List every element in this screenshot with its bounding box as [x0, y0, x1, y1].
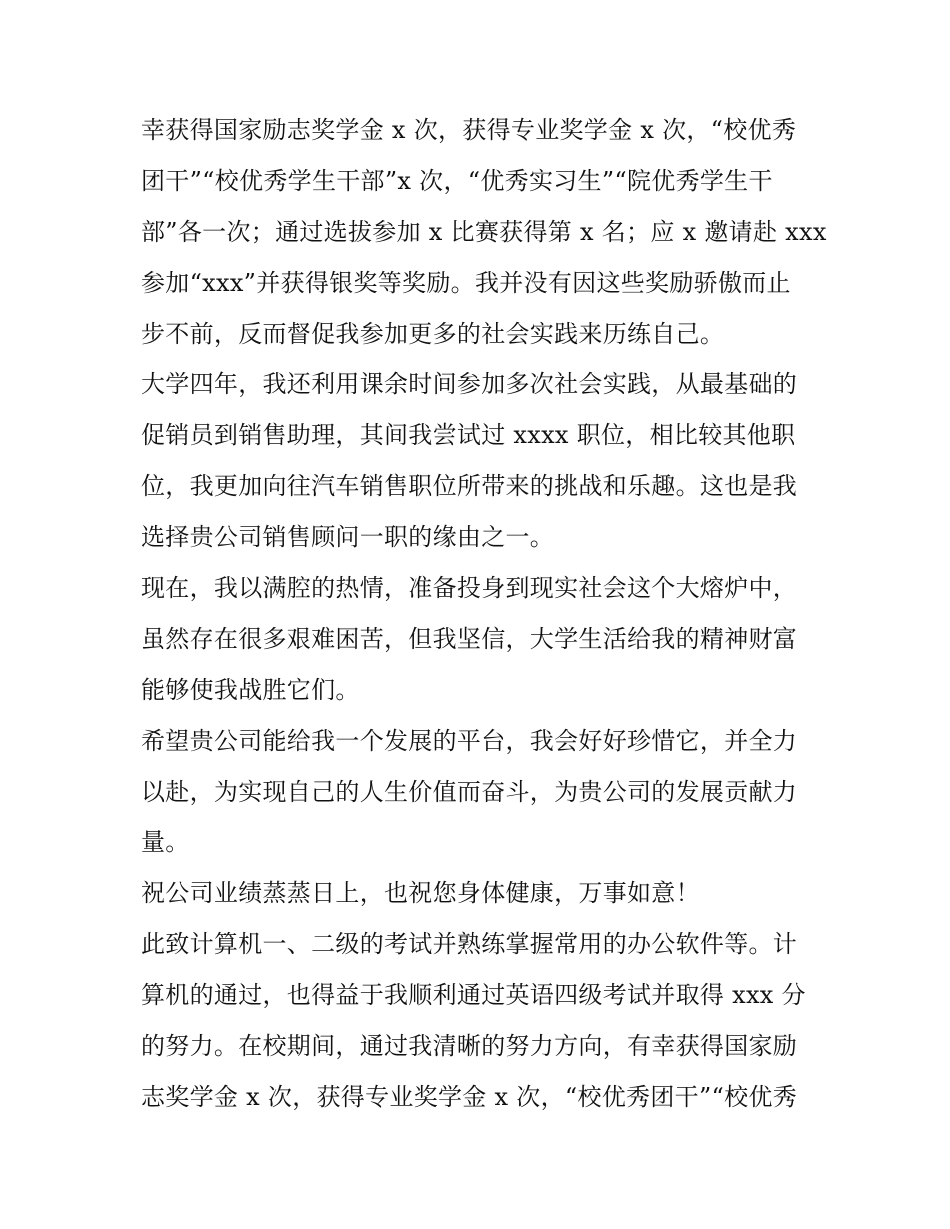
text-line: 现在，我以满腔的热情，准备投身到现实社会这个大熔炉中， — [141, 574, 798, 603]
text-line: 选择贵公司销售顾问一职的缘由之一。 — [141, 523, 555, 552]
text-line: 大学四年，我还利用课余时间参加多次社会实践，从最基础的 — [141, 370, 798, 399]
text-line: 算机的通过，也得益于我顺利通过英语四级考试并取得 xxx 分 — [141, 981, 806, 1010]
text-line: 位，我更加向往汽车销售职位所带来的挑战和乐趣。这也是我 — [141, 472, 798, 501]
text-line: 促销员到销售助理，其间我尝试过 xxxx 职位，相比较其他职 — [141, 421, 796, 450]
text-line: 以赴，为实现自己的人生价值而奋斗，为贵公司的发展贡献力 — [141, 777, 798, 806]
text-line: 团干”“校优秀学生干部”x 次，“优秀实习生”“院优秀学生干 — [141, 166, 773, 195]
text-line: 虽然存在很多艰难困苦，但我坚信，大学生活给我的精神财富 — [141, 624, 798, 653]
body-text — [141, 105, 827, 1123]
text-line: 的努力。在校期间，通过我清晰的努力方向，有幸获得国家励 — [141, 1032, 798, 1061]
text-line: 步不前，反而督促我参加更多的社会实践来历练自己。 — [141, 319, 725, 348]
text-line: 希望贵公司能给我一个发展的平台，我会好好珍惜它，并全力 — [141, 726, 798, 755]
text-line: 志奖学金 x 次，获得专业奖学金 x 次，“校优秀团干”“校优秀 — [141, 1082, 797, 1111]
text-line: 量。 — [141, 828, 190, 857]
text-line: 参加“xxx”并获得银奖等奖励。我并没有因这些奖励骄傲而止 — [141, 268, 791, 297]
text-line: 部”各一次；通过选拔参加 x 比赛获得第 x 名；应 x 邀请赴 xxx — [141, 217, 827, 246]
text-line: 祝公司业绩蒸蒸日上，也祝您身体健康，万事如意！ — [141, 879, 700, 908]
text-line: 能够使我战胜它们。 — [141, 675, 360, 704]
text-line: 此致计算机一、二级的考试并熟练掌握常用的办公软件等。计 — [141, 930, 798, 959]
text-line: 幸获得国家励志奖学金 x 次，获得专业奖学金 x 次，“校优秀 — [141, 116, 797, 144]
